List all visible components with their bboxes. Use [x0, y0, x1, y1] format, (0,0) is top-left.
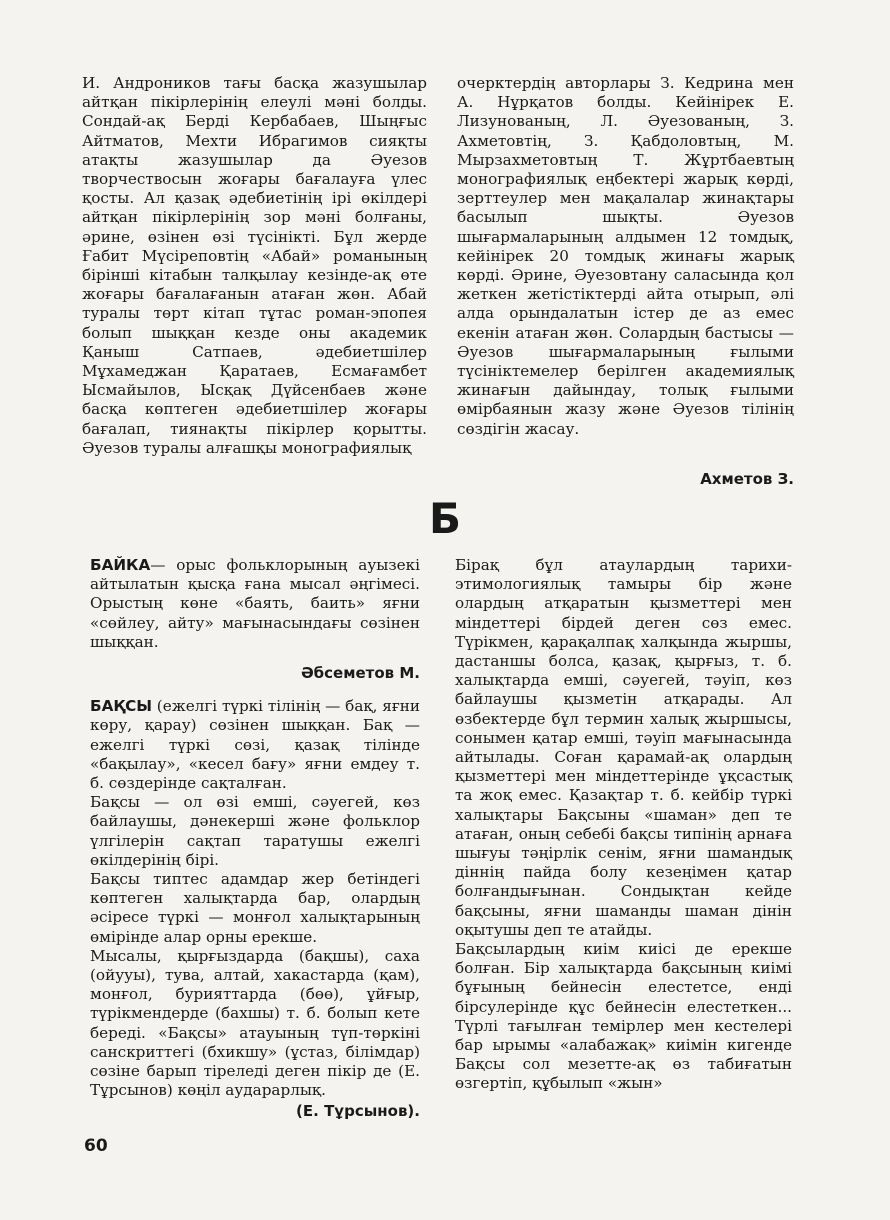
top-left-paragraph: И. Андроников тағы басқа жазушылар айтқан пікірлерінің елеулі мәні болды. Сондай-ақ Берді Кербабаев, Шыңғыс Айтматов, Мехти Ибрагимов сияқты атақты жазушылар да Әуезов творчествосын жоғары бағалауға үлес қосты. Ал қазақ әдебиетінің ірі өкілдері айтқан пікірлерінің зор мәні болғаны, әрине, өзінен өзі түсінікті. Бұл жерде Ғабит Мүсіреповтің «Абай» романының бірінші кітабын талқылау кезінде-ақ өте жоғары бағалағанын атаған жөн. Абай туралы төрт кітап тұтас роман-эпопея болып шыққан кезде оны академик Қаныш Сатпаев, әдебиетшілер Мұхамеджан Қаратаев, Есмағамбет Ысмайылов, Ысқақ Дүйсенбаев және басқа көптеген әдебиетшілер жоғары бағалап, тиянақты пікірлер қорытты. Әуезов туралы алғашқы монографиялық: [82, 74, 427, 457]
entry-baksy-r2: Бақсылардың киім киісі де ерекше болған. Бір халықтарда бақсының киімі бұғының бейнесін елестетсе, енді бірсулерінде құс бейнесін елестеткен... Түрлі тағылған темірлер мен кестелері бар ырымы «алабажақ» киімін кигенде Бақсы сол мезетте-ақ өз табиғатын өзгертіп, құбылып «жын»: [455, 940, 792, 1093]
article-signature-akhmetov: Ахметов З.: [700, 469, 794, 488]
entry-baika-text: — орыс фольклорының ауызекі айтылатын қысқа ғана мысал әңгімесі. Орыстың көне «баять, баить» яғни «сөйлеу, айту» мағынасындағы сөзінен шыққан.: [90, 556, 420, 651]
top-right-paragraph: очерктердің авторлары З. Кедрина мен А. Нұрқатов болды. Кейінірек Е. Лизунованың, Л. Әуезованың, З. Ахметовтің, З. Қабдоловтың, М. Мырзахметовтың Т. Жұртбаевтың монографиялық еңбектері жарық көрді, зерттеулер мен мақалалар жинақтары басылып шықты. Әуезов шығармаларының алдымен 12 томдық, кейінірек 20 томдық жинағы жарық көрді. Әрине, Әуезовтану саласында қол жеткен жетістіктерді айта отырып, әлі алда орындалатын істер де аз емес екенін атаған жөн. Солардың бастысы — Әуезов шығармаларының ғылыми түсініктемелер берілген академиялық жинағын дайындау, толық ғылыми өмірбаянын жазу және Әуезов тілінің сөздігін жасау.: [457, 74, 794, 438]
signature-absemetov: Әбсеметов М.: [300, 664, 420, 683]
entry-baksy: [90, 697, 420, 793]
top-right-column: [457, 74, 794, 489]
entry-baksy-p2: Бақсы — ол өзі емші, сәуегей, көз байлаушы, дәнекерші және фольклор үлгілерін сақтап таратушы ежелгі өкілдерінің бірі.: [90, 793, 420, 869]
entry-baksy-r1: Бірақ бұл атаулардың тарихи-этимологиялық тамыры бір және олардың атқаратын қызметтері мен міндеттері бірдей деген сөз емес. Түрікмен, қарақалпақ халқында жыршы, дастаншы болса, қазақ, қырғыз, т. б. халықтарда емші, сәуегей, тәуіп, көз байлаушы қызметін атқарады. Ал өзбектерде бұл термин халық жыршысы, сонымен қатар емші, тәуіп мағынасында айтылады. Соған қарамай-ақ олардың қызметтері мен міндеттерінде ұқсастық та жоқ емес. Қазақтар т. б. кейбір түркі халықтары Бақсыны «шаман» деп те атаған, оның себебі бақсы типінің арнаға шығуы тәңірлік сенім, яғни шамандық діннің пайда болу кезеңімен қатар болғандығынан. Сондықтан кейде бақсыны, яғни шаманды шаман дінін оқытушы деп те атайды.: [455, 556, 792, 939]
bottom-right-column: [455, 556, 792, 1094]
bottom-left-column: [90, 556, 420, 1122]
page-number: 60: [84, 1136, 108, 1156]
signature-tursynov: (Е. Тұрсынов).: [296, 1102, 420, 1121]
entry-baksy-p1: (ежелгі түркі тілінің — бақ, яғни көру, қарау) сөзінен шыққан. Бақ — ежелгі түркі сөзі, қазақ тілінде «бақылау», «кесел бағу» яғни емдеу т. б. сөздерінде сақталған.: [90, 697, 421, 793]
entry-baika: [90, 556, 420, 652]
top-left-column: [82, 74, 427, 458]
section-letter: Б: [428, 494, 461, 543]
entry-baksy-p4: Мысалы, қырғыздарда (бақшы), саха (ойууы), тува, алтай, хакастарда (қам), монғол, бурияттарда (бөө), ұйғыр, түрікмендерде (бахшы) т. б. болып кете береді. «Бақсы» атауының түп-төркіні санскриттегі (бхикшу» (ұстаз, білімдар) сөзіне барып тіреледі деген пікір де (Е. Тұрсынов) көңіл аударарлық.: [90, 946, 420, 1100]
headword-baika: БАЙКА: [90, 556, 151, 574]
headword-baksy: БАҚСЫ: [90, 697, 152, 716]
entry-baksy-p3: Бақсы типтес адамдар жер бетіндегі көптеген халықтарда бар, олардың әсіресе түркі — монғол халықтарының өмірінде алар орны ерекше.: [90, 870, 420, 946]
